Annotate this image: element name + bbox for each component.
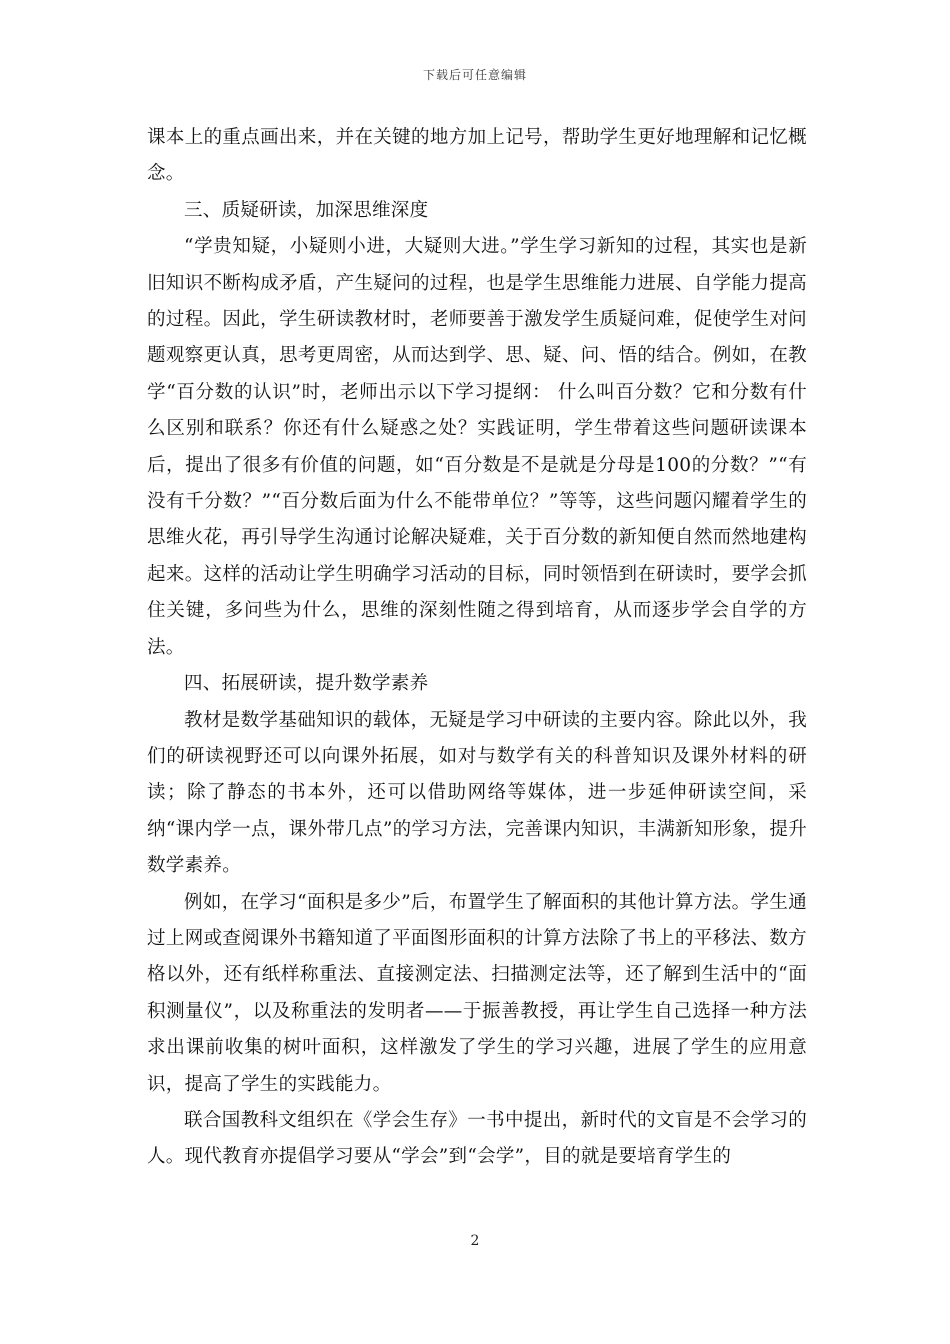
paragraph-continuation: 课本上的重点画出来，并在关键的地方加上记号，帮助学生更好地理解和记忆概念。: [147, 127, 807, 185]
paragraph-questioning: “学贵知疑，小疑则小进，大疑则大进。”学生学习新知的过程，其实也是新旧知识不断构成矛盾，产生疑问的过程，也是学生思维能力进展、自学能力提高的过程。因此，学生研读教材时，老师要善于激发学生质疑问难，促使学生对问题观察更认真，思考更周密，从而达到学、思、疑、问、悟的结合。例如，在教学“百分数的认识”时，老师出示以下学习提纲： 什么叫百分数？它和分数有什么区别和联系？你还有什么疑惑之处？实践证明，学生带着这些问题研读课本后，提出了很多有价值的问题，如“百分数是不是就是分母是100的分数？”“有没有千分数？”“百分数后面为什么不能带单位？”等等，这些问题闪耀着学生的思维火花，再引导学生沟通讨论解决疑难，关于百分数的新知便自然而然地建构起来。这样的活动让学生明确学习活动的目标，同时领悟到在研读时，要学会抓住关键，多问些为什么，思维的深刻性随之得到培育，从而逐步学会自学的方法。: [147, 236, 807, 658]
document-body: [147, 120, 807, 1176]
paragraph-unesco: 联合国教科文组织在《学会生存》一书中提出，新时代的文盲是不会学习的人。现代教育亦提倡学习要从“学会”到“会学”，目的就是要培育学生的: [147, 1109, 807, 1168]
page-header: 下载后可任意编辑: [422, 68, 527, 82]
page-number: 2: [470, 1233, 480, 1249]
paragraph-area-example: 例如，在学习“面积是多少”后，布置学生了解面积的其他计算方法。学生通过上网或查阅课外书籍知道了平面图形面积的计算方法除了书上的平移法、数方格以外，还有纸样称重法、直接测定法、扫描测定法等，还了解到生活中的“面积测量仪”，以及称重法的发明者——于振善教授，再让学生自己选择一种方法求出课前收集的树叶面积，这样激发了学生的学习兴趣，进展了学生的应用意识，提高了学生的实践能力。: [147, 891, 807, 1095]
section-heading-4: 四、拓展研读，提升数学素养: [184, 673, 429, 695]
paragraph-extension: 教材是数学基础知识的载体，无疑是学习中研读的主要内容。除此以外，我们的研读视野还可以向课外拓展，如对与数学有关的科普知识及课外材料的研读；除了静态的书本外，还可以借助网络等媒体，进一步延伸研读空间，采纳“课内学一点，课外带几点”的学习方法，完善课内知识，丰满新知形象，提升数学素养。: [147, 709, 807, 877]
section-heading-3: 三、质疑研读，加深思维深度: [184, 199, 429, 221]
